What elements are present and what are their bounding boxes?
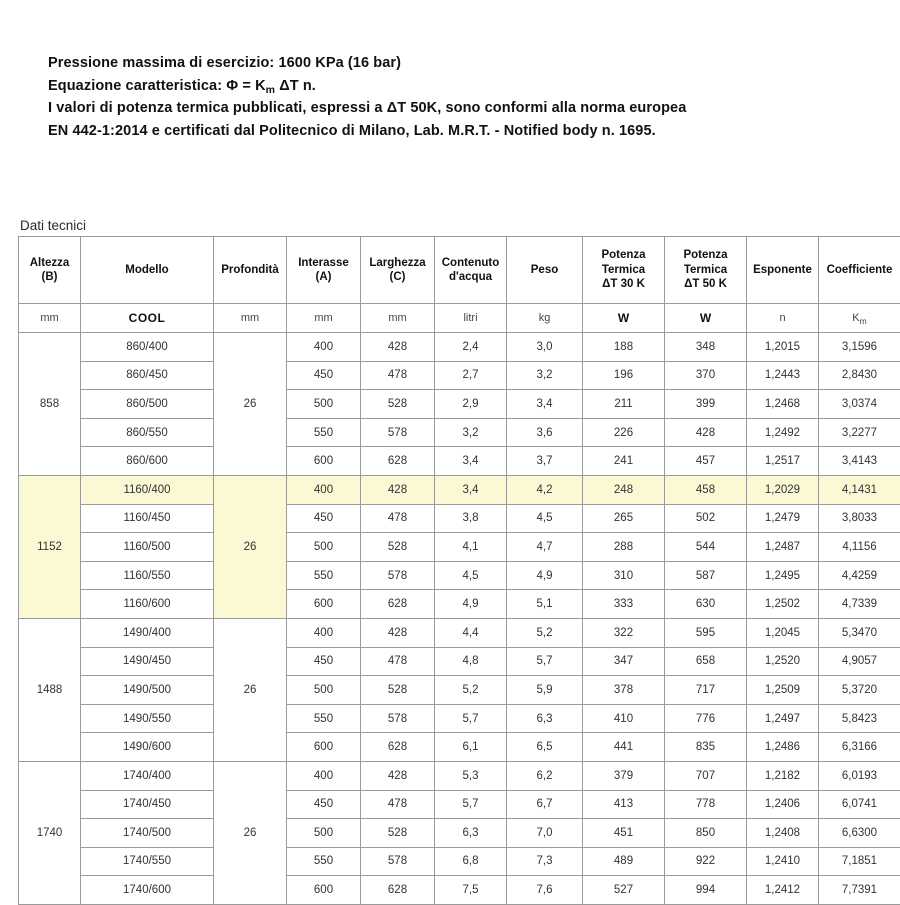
header-cell: Modello — [81, 237, 214, 304]
table-header-row — [19, 237, 900, 304]
table-row — [19, 704, 900, 733]
esponente-cell: 1,2487 — [747, 533, 819, 562]
potenza-dt30-cell: 527 — [583, 876, 665, 905]
intro-block — [48, 52, 848, 142]
intro-line-3: I valori di potenza termica pubblicati, espressi a ΔT 50K, sono conformi alla norma europea — [48, 97, 848, 120]
esponente-cell: 1,2410 — [747, 847, 819, 876]
model-cell: 1490/450 — [81, 647, 214, 676]
potenza-dt30-cell: 379 — [583, 761, 665, 790]
larghezza-cell: 478 — [361, 361, 435, 390]
potenza-dt30-cell: 413 — [583, 790, 665, 819]
esponente-cell: 1,2495 — [747, 561, 819, 590]
peso-cell: 5,2 — [507, 618, 583, 647]
potenza-dt50-cell: 835 — [665, 733, 747, 762]
interasse-cell: 450 — [287, 361, 361, 390]
esponente-cell: 1,2029 — [747, 475, 819, 504]
table-row — [19, 819, 900, 848]
esponente-cell: 1,2497 — [747, 704, 819, 733]
peso-cell: 4,9 — [507, 561, 583, 590]
larghezza-cell: 528 — [361, 819, 435, 848]
interasse-cell: 500 — [287, 533, 361, 562]
interasse-cell: 550 — [287, 847, 361, 876]
unit-cell: kg — [507, 304, 583, 333]
table-row — [19, 504, 900, 533]
interasse-cell: 600 — [287, 590, 361, 619]
interasse-cell: 400 — [287, 618, 361, 647]
peso-cell: 6,3 — [507, 704, 583, 733]
esponente-cell: 1,2509 — [747, 676, 819, 705]
unit-cell: COOL — [81, 304, 214, 333]
potenza-dt50-cell: 994 — [665, 876, 747, 905]
larghezza-cell: 528 — [361, 533, 435, 562]
potenza-dt50-cell: 595 — [665, 618, 747, 647]
coefficiente-cell: 3,1596 — [819, 333, 900, 362]
table-unit-row — [19, 304, 900, 333]
coefficiente-cell: 5,3470 — [819, 618, 900, 647]
larghezza-cell: 628 — [361, 590, 435, 619]
potenza-dt30-cell: 288 — [583, 533, 665, 562]
table-row — [19, 761, 900, 790]
depth-cell: 26 — [214, 475, 287, 618]
potenza-dt50-cell: 370 — [665, 361, 747, 390]
contenuto-acqua-cell: 2,4 — [435, 333, 507, 362]
potenza-dt50-cell: 658 — [665, 647, 747, 676]
height-cell: 1152 — [19, 475, 81, 618]
depth-cell: 26 — [214, 761, 287, 904]
larghezza-cell: 578 — [361, 704, 435, 733]
header-cell: Potenza Termica ΔT 50 K — [665, 237, 747, 304]
larghezza-cell: 428 — [361, 333, 435, 362]
potenza-dt50-cell: 922 — [665, 847, 747, 876]
peso-cell: 3,2 — [507, 361, 583, 390]
model-cell: 1490/500 — [81, 676, 214, 705]
peso-cell: 4,2 — [507, 475, 583, 504]
section-title: Dati tecnici — [20, 218, 86, 233]
table-row — [19, 390, 900, 419]
larghezza-cell: 578 — [361, 847, 435, 876]
potenza-dt50-cell: 717 — [665, 676, 747, 705]
contenuto-acqua-cell: 6,1 — [435, 733, 507, 762]
unit-cell: n — [747, 304, 819, 333]
unit-cell: mm — [19, 304, 81, 333]
model-cell: 1490/550 — [81, 704, 214, 733]
intro-line-2-sub: m — [266, 84, 275, 96]
larghezza-cell: 478 — [361, 647, 435, 676]
model-cell: 1740/450 — [81, 790, 214, 819]
interasse-cell: 400 — [287, 761, 361, 790]
potenza-dt50-cell: 776 — [665, 704, 747, 733]
peso-cell: 3,4 — [507, 390, 583, 419]
larghezza-cell: 478 — [361, 790, 435, 819]
intro-line-1: Pressione massima di esercizio: 1600 KPa (16 bar) — [48, 52, 848, 75]
larghezza-cell: 428 — [361, 618, 435, 647]
interasse-cell: 600 — [287, 447, 361, 476]
potenza-dt50-cell: 544 — [665, 533, 747, 562]
peso-cell: 5,1 — [507, 590, 583, 619]
unit-cell: W — [583, 304, 665, 333]
unit-cell: $K_m$ — [819, 304, 900, 333]
model-cell: 1160/600 — [81, 590, 214, 619]
esponente-cell: 1,2045 — [747, 618, 819, 647]
contenuto-acqua-cell: 3,4 — [435, 475, 507, 504]
contenuto-acqua-cell: 2,7 — [435, 361, 507, 390]
table-row — [19, 361, 900, 390]
table-row — [19, 590, 900, 619]
peso-cell: 7,3 — [507, 847, 583, 876]
potenza-dt30-cell: 196 — [583, 361, 665, 390]
contenuto-acqua-cell: 4,1 — [435, 533, 507, 562]
model-cell: 1490/600 — [81, 733, 214, 762]
peso-cell: 5,7 — [507, 647, 583, 676]
peso-cell: 6,5 — [507, 733, 583, 762]
coefficiente-cell: 5,8423 — [819, 704, 900, 733]
table-row — [19, 561, 900, 590]
larghezza-cell: 428 — [361, 475, 435, 504]
interasse-cell: 400 — [287, 333, 361, 362]
depth-cell: 26 — [214, 618, 287, 761]
esponente-cell: 1,2502 — [747, 590, 819, 619]
coefficiente-cell: 5,3720 — [819, 676, 900, 705]
potenza-dt30-cell: 265 — [583, 504, 665, 533]
esponente-cell: 1,2520 — [747, 647, 819, 676]
larghezza-cell: 478 — [361, 504, 435, 533]
peso-cell: 5,9 — [507, 676, 583, 705]
coefficiente-cell: 3,2277 — [819, 418, 900, 447]
model-cell: 1490/400 — [81, 618, 214, 647]
potenza-dt30-cell: 226 — [583, 418, 665, 447]
model-cell: 860/450 — [81, 361, 214, 390]
potenza-dt30-cell: 378 — [583, 676, 665, 705]
table-row — [19, 447, 900, 476]
potenza-dt30-cell: 248 — [583, 475, 665, 504]
table-row — [19, 847, 900, 876]
table-row — [19, 618, 900, 647]
peso-cell: 3,0 — [507, 333, 583, 362]
interasse-cell: 450 — [287, 647, 361, 676]
potenza-dt30-cell: 211 — [583, 390, 665, 419]
esponente-cell: 1,2412 — [747, 876, 819, 905]
unit-cell: mm — [361, 304, 435, 333]
potenza-dt50-cell: 457 — [665, 447, 747, 476]
table-row — [19, 475, 900, 504]
model-cell: 1740/600 — [81, 876, 214, 905]
peso-cell: 7,0 — [507, 819, 583, 848]
interasse-cell: 550 — [287, 561, 361, 590]
intro-line-2 — [48, 75, 848, 98]
technical-data-table — [18, 236, 900, 905]
coefficiente-cell: 7,1851 — [819, 847, 900, 876]
contenuto-acqua-cell: 7,5 — [435, 876, 507, 905]
interasse-cell: 550 — [287, 704, 361, 733]
unit-cell: W — [665, 304, 747, 333]
height-cell: 1488 — [19, 618, 81, 761]
esponente-cell: 1,2406 — [747, 790, 819, 819]
interasse-cell: 400 — [287, 475, 361, 504]
model-cell: 1160/450 — [81, 504, 214, 533]
esponente-cell: 1,2443 — [747, 361, 819, 390]
potenza-dt50-cell: 399 — [665, 390, 747, 419]
larghezza-cell: 578 — [361, 418, 435, 447]
header-cell: Peso — [507, 237, 583, 304]
model-cell: 860/500 — [81, 390, 214, 419]
model-cell: 1740/550 — [81, 847, 214, 876]
header-cell: Larghezza (C) — [361, 237, 435, 304]
contenuto-acqua-cell: 4,4 — [435, 618, 507, 647]
interasse-cell: 450 — [287, 790, 361, 819]
potenza-dt50-cell: 630 — [665, 590, 747, 619]
model-cell: 860/400 — [81, 333, 214, 362]
coefficiente-cell: 3,8033 — [819, 504, 900, 533]
interasse-cell: 500 — [287, 390, 361, 419]
potenza-dt50-cell: 587 — [665, 561, 747, 590]
contenuto-acqua-cell: 4,5 — [435, 561, 507, 590]
larghezza-cell: 528 — [361, 390, 435, 419]
coefficiente-cell: 3,4143 — [819, 447, 900, 476]
coefficiente-cell: 7,7391 — [819, 876, 900, 905]
coefficiente-cell: 4,7339 — [819, 590, 900, 619]
coefficiente-cell: 4,1431 — [819, 475, 900, 504]
model-cell: 1160/400 — [81, 475, 214, 504]
interasse-cell: 550 — [287, 418, 361, 447]
contenuto-acqua-cell: 5,7 — [435, 704, 507, 733]
header-cell: Coefficiente — [819, 237, 900, 304]
potenza-dt30-cell: 188 — [583, 333, 665, 362]
potenza-dt50-cell: 707 — [665, 761, 747, 790]
larghezza-cell: 578 — [361, 561, 435, 590]
model-cell: 860/550 — [81, 418, 214, 447]
table-row — [19, 733, 900, 762]
esponente-cell: 1,2486 — [747, 733, 819, 762]
coefficiente-cell: 3,0374 — [819, 390, 900, 419]
contenuto-acqua-cell: 6,3 — [435, 819, 507, 848]
potenza-dt50-cell: 458 — [665, 475, 747, 504]
model-cell: 1740/400 — [81, 761, 214, 790]
potenza-dt30-cell: 310 — [583, 561, 665, 590]
contenuto-acqua-cell: 2,9 — [435, 390, 507, 419]
peso-cell: 6,2 — [507, 761, 583, 790]
esponente-cell: 1,2492 — [747, 418, 819, 447]
potenza-dt50-cell: 850 — [665, 819, 747, 848]
table-row — [19, 647, 900, 676]
table-row — [19, 533, 900, 562]
unit-cell: mm — [287, 304, 361, 333]
coefficiente-cell: 6,3166 — [819, 733, 900, 762]
header-cell: Potenza Termica ΔT 30 K — [583, 237, 665, 304]
table-row — [19, 676, 900, 705]
larghezza-cell: 528 — [361, 676, 435, 705]
larghezza-cell: 628 — [361, 447, 435, 476]
interasse-cell: 600 — [287, 733, 361, 762]
esponente-cell: 1,2479 — [747, 504, 819, 533]
coefficiente-cell: 4,9057 — [819, 647, 900, 676]
intro-line-2-a: Equazione caratteristica: Φ = K — [48, 78, 266, 94]
header-cell: Altezza (B) — [19, 237, 81, 304]
potenza-dt50-cell: 502 — [665, 504, 747, 533]
coefficiente-cell: 4,1156 — [819, 533, 900, 562]
esponente-cell: 1,2408 — [747, 819, 819, 848]
potenza-dt30-cell: 451 — [583, 819, 665, 848]
coefficiente-cell: 6,0741 — [819, 790, 900, 819]
table-row — [19, 790, 900, 819]
unit-cell: litri — [435, 304, 507, 333]
depth-cell: 26 — [214, 333, 287, 476]
interasse-cell: 450 — [287, 504, 361, 533]
potenza-dt30-cell: 347 — [583, 647, 665, 676]
esponente-cell: 1,2182 — [747, 761, 819, 790]
potenza-dt30-cell: 410 — [583, 704, 665, 733]
esponente-cell: 1,2517 — [747, 447, 819, 476]
peso-cell: 6,7 — [507, 790, 583, 819]
header-cell: Interasse (A) — [287, 237, 361, 304]
peso-cell: 4,7 — [507, 533, 583, 562]
esponente-cell: 1,2015 — [747, 333, 819, 362]
potenza-dt30-cell: 241 — [583, 447, 665, 476]
contenuto-acqua-cell: 5,7 — [435, 790, 507, 819]
height-cell: 858 — [19, 333, 81, 476]
contenuto-acqua-cell: 3,2 — [435, 418, 507, 447]
model-cell: 1160/500 — [81, 533, 214, 562]
contenuto-acqua-cell: 3,8 — [435, 504, 507, 533]
model-cell: 860/600 — [81, 447, 214, 476]
contenuto-acqua-cell: 5,3 — [435, 761, 507, 790]
header-cell: Contenuto d'acqua — [435, 237, 507, 304]
intro-line-2-b: ΔT n. — [275, 78, 316, 94]
contenuto-acqua-cell: 3,4 — [435, 447, 507, 476]
peso-cell: 7,6 — [507, 876, 583, 905]
model-cell: 1160/550 — [81, 561, 214, 590]
potenza-dt50-cell: 348 — [665, 333, 747, 362]
unit-cell: mm — [214, 304, 287, 333]
contenuto-acqua-cell: 6,8 — [435, 847, 507, 876]
potenza-dt30-cell: 441 — [583, 733, 665, 762]
coefficiente-cell: 2,8430 — [819, 361, 900, 390]
model-cell: 1740/500 — [81, 819, 214, 848]
coefficiente-cell: 6,0193 — [819, 761, 900, 790]
interasse-cell: 600 — [287, 876, 361, 905]
potenza-dt30-cell: 333 — [583, 590, 665, 619]
contenuto-acqua-cell: 4,9 — [435, 590, 507, 619]
table-row — [19, 333, 900, 362]
potenza-dt50-cell: 778 — [665, 790, 747, 819]
contenuto-acqua-cell: 5,2 — [435, 676, 507, 705]
coefficiente-cell: 4,4259 — [819, 561, 900, 590]
peso-cell: 3,7 — [507, 447, 583, 476]
interasse-cell: 500 — [287, 819, 361, 848]
potenza-dt30-cell: 322 — [583, 618, 665, 647]
contenuto-acqua-cell: 4,8 — [435, 647, 507, 676]
larghezza-cell: 428 — [361, 761, 435, 790]
peso-cell: 3,6 — [507, 418, 583, 447]
potenza-dt30-cell: 489 — [583, 847, 665, 876]
larghezza-cell: 628 — [361, 733, 435, 762]
peso-cell: 4,5 — [507, 504, 583, 533]
interasse-cell: 500 — [287, 676, 361, 705]
coefficiente-cell: 6,6300 — [819, 819, 900, 848]
header-cell: Esponente — [747, 237, 819, 304]
header-cell: Profondità — [214, 237, 287, 304]
potenza-dt50-cell: 428 — [665, 418, 747, 447]
intro-line-4: EN 442-1:2014 e certificati dal Politecnico di Milano, Lab. M.R.T. - Notified body n. 1695. — [48, 120, 848, 143]
height-cell: 1740 — [19, 761, 81, 904]
larghezza-cell: 628 — [361, 876, 435, 905]
table-row — [19, 418, 900, 447]
table-row — [19, 876, 900, 905]
esponente-cell: 1,2468 — [747, 390, 819, 419]
